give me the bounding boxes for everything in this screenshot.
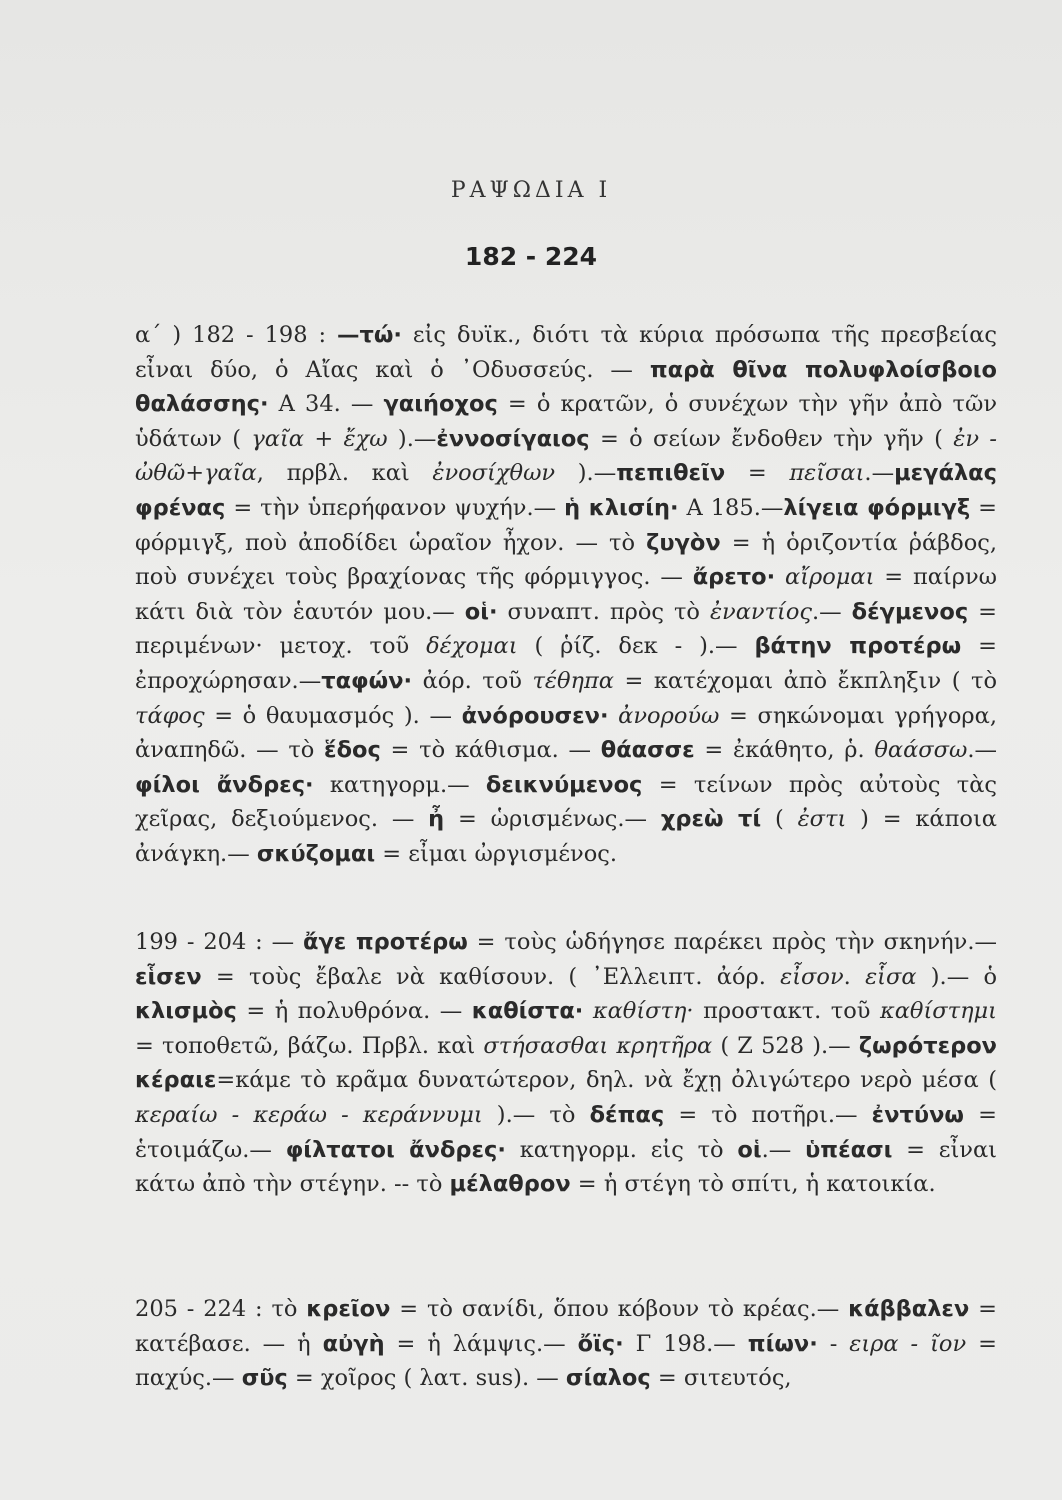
chapter-title: ΡΑΨΩΔΙΑ Ι: [450, 178, 612, 203]
commentary-section-2: [135, 925, 997, 1202]
commentary-paragraph: 205 - 224 : τὸ κρεῖον = τὸ σανίδι, ὅπου κόβουν τὸ κρέας.— κάββαλεν = κατέβασε. — ἡ αὐγὴ = ἡ λάμψις.— ὄϊς· Γ 198.— πίων· - ειρα - ῖον = παχύς.— σῦς = χοῖρος ( λατ. sus). — σίαλος = σιτευτός,: [135, 1296, 997, 1392]
commentary-paragraph: 199 - 204 : — ἄγε προτέρω = τοὺς ὡδήγησε παρέκει πρὸς τὴν σκηνήν.— εἷσεν = τοὺς ἔβαλε νὰ καθίσουν. ( ᾿Ελλειπτ. ἀόρ. εἶσον. εἷσα ).— ὁ κλισμὸς = ἡ πολυθρόνα. — καθίστα· καθίστη· προστακτ. τοῦ καθίστημι = τοποθετῶ, βάζω. Πρβλ. καὶ στήσασθαι κρητῆρα ( Ζ 528 ).— ζωρότερον κέραιε=κάμε τὸ κρᾶμα δυνατώτερον, δηλ. νὰ ἔχῃ ὀλιγώτερο νερὸ μέσα ( κεραίω - κεράω - κεράννυμι ).— τὸ δέπας = τὸ ποτῆρι.— ἐντύνω = ἑτοιμάζω.— φίλτατοι ἄνδρες· κατηγορμ. εἰς τὸ οἱ.— ὑπέασι = εἶναι κάτω ἀπὸ τὴν στέγην. -- τὸ μέλαθρον = ἡ στέγη τὸ σπίτι, ἡ κατοικία.: [135, 929, 998, 1198]
commentary-section-1: [135, 318, 997, 872]
commentary-section-3: [135, 1292, 997, 1396]
show-through-text: [110, 95, 1010, 119]
verse-range: 182 - 224: [464, 242, 598, 271]
commentary-paragraph: α΄ ) 182 - 198 : —τώ· εἰς δυϊκ., διότι τὰ κύρια πρόσωπα τῆς πρεσβείας εἶναι δύο, ὁ Αἴας καὶ ὁ ᾿Οδυσσεύς. — παρὰ θῖνα πολυφλοίσβοιο θαλάσσης· Α 34. — γαιήοχος = ὁ κρατῶν, ὁ συνέχων τὴν γῆν ἀπὸ τῶν ὑδάτων ( γαῖα + ἔχω ).—ἐννοσίγαιος = ὁ σείων ἔνδοθεν τὴν γῆν ( ἐν - ὠθῶ+γαῖα, πρβλ. καὶ ἐνοσίχθων ).—πεπιθεῖν = πεῖσαι.—μεγάλας φρένας = τὴν ὑπερήφανον ψυχήν.— ἡ κλισίη· Α 185.—λίγεια φόρμιγξ = φόρμιγξ, ποὺ ἀποδίδει ὡραῖον ἦχον. — τὸ ζυγὸν = ἡ ὁριζοντία ῥάβδος, ποὺ συνέχει τοὺς βραχίονας τῆς φόρμιγγος. — ἄρετο· αἴρομαι = παίρνω κάτι διὰ τὸν ἑαυτόν μου.— οἱ· συναπτ. πρὸς τὸ ἐναντίος.— δέγμενος = περιμένων· μετοχ. τοῦ δέχομαι ( ῥίζ. δεκ - ).— βάτην προτέρω = ἐπροχώρησαν.—ταφών· ἀόρ. τοῦ τέθηπα = κατέχομαι ἀπὸ ἔκπληξιν ( τὸ τάφος = ὁ θαυμασμός ). — ἀνόρουσεν· ἀνορούω = σηκώνομαι γρήγορα, ἀναπηδῶ. — τὸ ἕδος = τὸ κάθισμα. — θάασσε = ἐκάθητο, ῥ. θαάσσω.— φίλοι ἄνδρες· κατηγορμ.— δεικνύμενος = τείνων πρὸς αὐτοὺς τὰς χεῖρας, δεξιούμενος. — ἦ = ὡρισμένως.— χρεὼ τί ( ἐστι ) = κάποια ἀνάγκη.— σκύζομαι = εἶμαι ὠργισμένος.: [135, 322, 998, 867]
